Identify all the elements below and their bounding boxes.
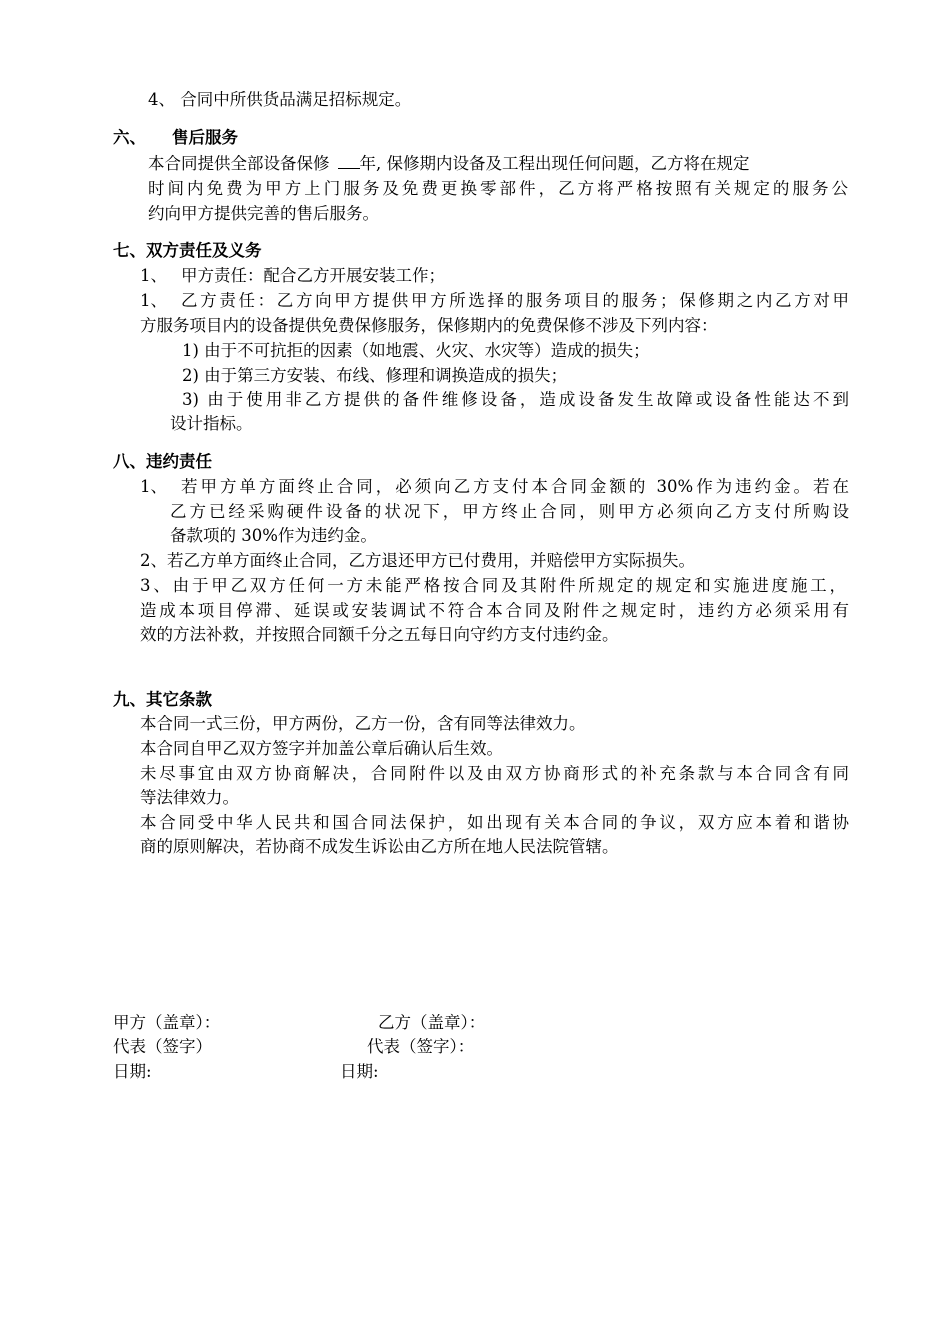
section-8-item-c-line-1: 3、由于甲乙双方任何一方未能严格按合同及其附件所规定的规定和实施进度施工， <box>140 576 846 595</box>
section-6-line-1 <box>148 152 750 175</box>
party-a-representative-label: 代表（签字） <box>113 1037 212 1056</box>
section-7-title: 七、双方责任及义务 <box>113 241 262 260</box>
clause-item-4: 4、 合同中所供货品满足招标规定。 <box>148 90 412 109</box>
section-9-paragraph-3-line-2: 等法律效力。 <box>140 788 239 807</box>
section-8-item-c-line-2: 造成本项目停滞、延误或安装调试不符合本合同及附件之规定时，违约方必须采用有 <box>140 601 849 620</box>
exclusion-item-3-line-2: 设计指标。 <box>170 414 253 433</box>
section-9-paragraph-4-line-2: 商的原则解决，若协商不成发生诉讼由乙方所在地人民法院管辖。 <box>140 837 619 856</box>
section-8-item-c-line-3: 效的方法补救，并按照合同额千分之五每日向守约方支付违约金。 <box>140 625 619 644</box>
section-8-title: 八、违约责任 <box>113 452 212 471</box>
section-9-paragraph-1: 本合同一式三份，甲方两份，乙方一份，含有同等法律效力。 <box>140 714 586 733</box>
section-8-item-b: 2、若乙方单方面终止合同，乙方退还甲方已付费用，并赔偿甲方实际损失。 <box>140 551 695 570</box>
section-8-item-a-line-3: 备款项的 30%作为违约金。 <box>170 526 377 545</box>
exclusion-item-3-line-1: 3) 由于使用非乙方提供的备件维修设备，造成设备发生故障或设备性能达不到 <box>182 390 849 409</box>
party-a-date-label: 日期: <box>113 1062 152 1081</box>
party-b-representative-label: 代表（签字）： <box>367 1037 475 1056</box>
section-6-title: 售后服务 <box>172 128 238 147</box>
section-9-title: 九、其它条款 <box>113 690 212 709</box>
section-9-paragraph-3-line-1: 未尽事宜由双方协商解决，合同附件以及由双方协商形式的补充条款与本合同含有同 <box>140 764 849 783</box>
section-6-line-2: 时间内免费为甲方上门服务及免费更换零部件，乙方将严格按照有关规定的服务公 <box>148 179 848 198</box>
section-6-line-1-start: 本合同提供全部设备保修 <box>148 154 330 173</box>
exclusion-item-2: 2) 由于第三方安装、布线、修理和调换造成的损失； <box>182 366 568 385</box>
section-6-line-3: 约向甲方提供完善的售后服务。 <box>148 204 379 223</box>
section-7-item-a-number: 1、 <box>140 266 167 285</box>
section-6-number: 六、 <box>113 128 146 147</box>
section-8-item-a-line-2: 乙方已经采购硬件设备的状况下，甲方终止合同，则甲方必须向乙方支付所购设 <box>170 502 849 521</box>
section-9-paragraph-2: 本合同自甲乙双方签字并加盖公章后确认后生效。 <box>140 739 503 758</box>
section-7-item-b-line-1: 乙方责任：乙方向甲方提供甲方所选择的服务项目的服务；保修期之内乙方对甲 <box>181 291 849 310</box>
party-b-date-label: 日期: <box>340 1062 379 1081</box>
section-8-item-a-number: 1、 <box>140 477 167 496</box>
warranty-years-blank <box>338 152 360 169</box>
section-7-item-b-number: 1、 <box>140 291 167 310</box>
exclusion-item-1: 1) 由于不可抗拒的因素（如地震、火灾、水灾等）造成的损失； <box>182 341 650 360</box>
section-6-line-1-end: 年, 保修期内设备及工程出现任何问题，乙方将在规定 <box>359 154 750 173</box>
section-7-item-b-line-2: 方服务项目内的设备提供免费保修服务，保修期内的免费保修不涉及下列内容： <box>140 316 718 335</box>
party-a-seal-label: 甲方（盖章）： <box>113 1013 221 1032</box>
party-b-seal-label: 乙方（盖章）： <box>378 1013 486 1032</box>
section-8-item-a-line-1: 若甲方单方面终止合同，必须向乙方支付本合同金额的 30%作为违约金。若在 <box>181 477 849 496</box>
section-9-paragraph-4-line-1: 本合同受中华人民共和国合同法保护，如出现有关本合同的争议，双方应本着和谐协 <box>140 813 849 832</box>
section-7-item-a: 甲方责任：配合乙方开展安装工作； <box>181 266 445 285</box>
